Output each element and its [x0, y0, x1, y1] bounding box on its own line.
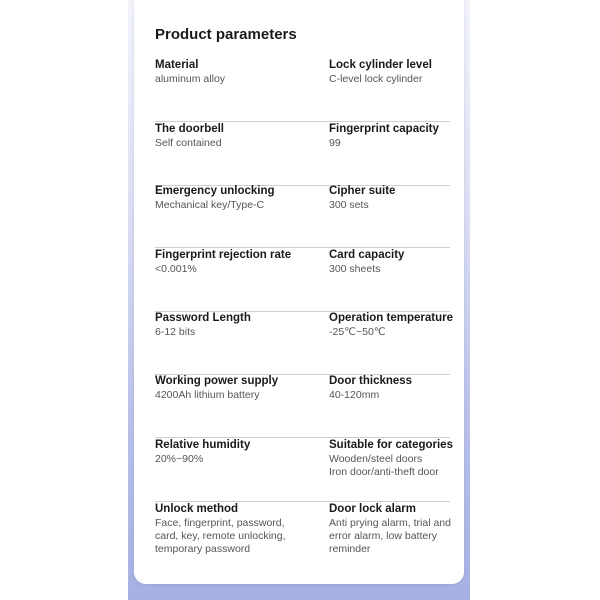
param-cell	[155, 502, 305, 556]
param-cell	[329, 184, 455, 212]
param-label: Door lock alarm	[329, 503, 416, 515]
param-row	[155, 438, 453, 502]
param-value: 300 sets	[329, 199, 369, 211]
param-value: 40-120mm	[329, 389, 380, 401]
param-value: 4200Ah lithium battery	[155, 389, 260, 401]
param-value: C-level lock cylinder	[329, 73, 423, 85]
param-cell	[155, 374, 305, 402]
param-label: Relative humidity	[155, 439, 251, 451]
param-row	[155, 122, 450, 186]
param-row	[155, 248, 450, 312]
param-cell	[155, 122, 305, 150]
param-cell	[155, 184, 305, 212]
param-cell	[329, 502, 455, 556]
param-value: aluminum alloy	[155, 73, 226, 85]
param-value: Wooden/steel doors Iron door/anti-theft door	[329, 453, 439, 478]
param-row	[155, 184, 450, 248]
parameters-card	[134, 0, 464, 584]
param-value: 6-12 bits	[155, 326, 196, 338]
param-row	[155, 311, 453, 375]
param-label: Card capacity	[329, 249, 405, 261]
param-label: The doorbell	[155, 123, 224, 135]
param-value: Mechanical key/Type-C	[155, 199, 265, 211]
param-row	[155, 58, 450, 122]
param-label: Cipher suite	[329, 185, 396, 197]
param-row	[155, 502, 450, 562]
param-value: 99	[329, 137, 341, 149]
param-cell	[155, 58, 305, 86]
param-label: Material	[155, 59, 199, 71]
param-label: Fingerprint rejection rate	[155, 249, 292, 261]
param-cell	[329, 122, 455, 150]
param-cell	[329, 374, 455, 402]
param-label: Door thickness	[329, 375, 413, 387]
param-label: Lock cylinder level	[329, 59, 432, 71]
param-cell	[329, 58, 455, 86]
param-cell	[329, 311, 455, 339]
param-value: 300 sheets	[329, 263, 381, 275]
param-label: Emergency unlocking	[155, 185, 275, 197]
param-row	[155, 374, 450, 438]
page-title: Product parameters	[155, 26, 297, 43]
param-cell	[155, 248, 305, 276]
param-label: Working power supply	[155, 375, 279, 387]
param-label: Suitable for categories	[329, 439, 453, 451]
param-value: Self contained	[155, 137, 222, 149]
param-value: Face, fingerprint, password, card, key, remote unlocking, temporary password	[155, 517, 286, 555]
param-label: Operation temperature	[329, 312, 453, 324]
param-label: Password Length	[155, 312, 251, 324]
param-value: 20%~90%	[155, 453, 204, 465]
param-cell	[329, 438, 455, 479]
param-label: Unlock method	[155, 503, 239, 515]
param-value: Anti prying alarm, trial and error alarm, low battery reminder	[329, 517, 451, 555]
param-cell	[155, 311, 305, 339]
param-label: Fingerprint capacity	[329, 123, 439, 135]
param-value: <0.001%	[155, 263, 197, 275]
param-value: -25℃~50℃	[329, 326, 386, 338]
param-cell	[155, 438, 305, 466]
param-cell	[329, 248, 455, 276]
